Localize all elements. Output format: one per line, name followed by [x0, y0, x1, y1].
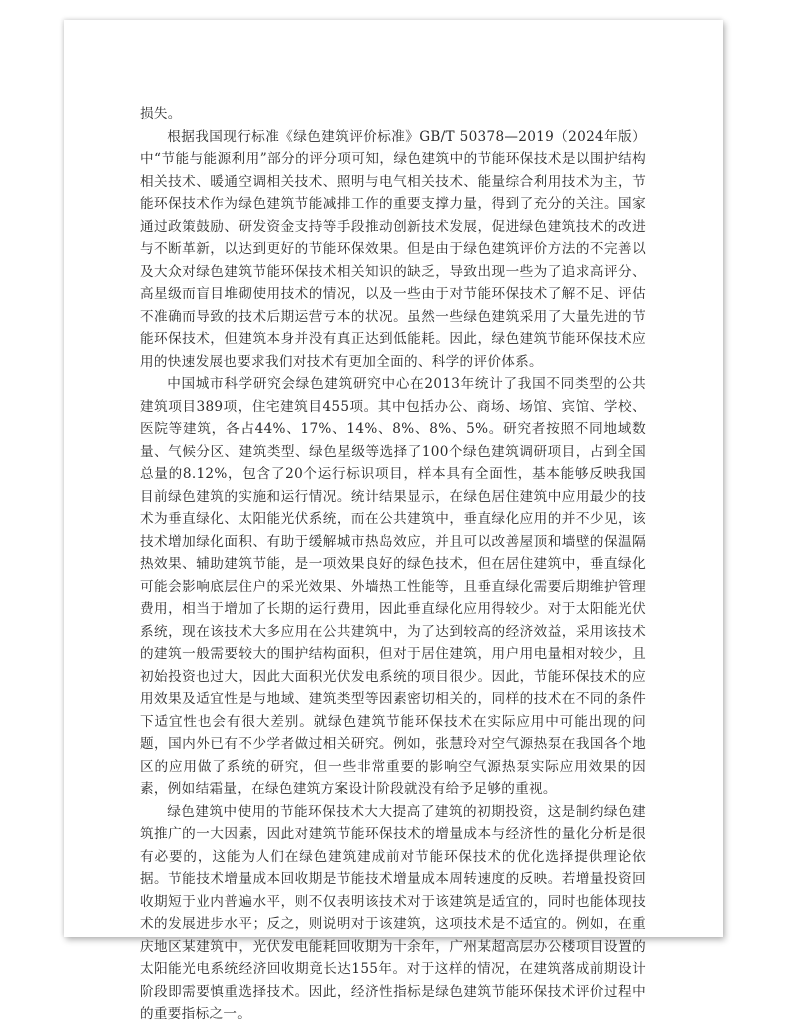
paragraph-economic-analysis: 绿色建筑中使用的节能环保技术大大提高了建筑的初期投资，这是制约绿色建筑推广的一大因素，因此对建筑节能环保技术的增量成本与经济性的量化分析是很有必要的，这能为人们在绿色建筑建成前对节能环保技术的优化选择提供理论依据。节能技术增量成本回收期是节能技术增量成本周转速度的反映。若增量投资回收期短于业内普遍水平，则不仅表明该技术对于该建筑是适宜的，同时也能体现技术的发展进步水平；反之，则说明对于该建筑，这项技术是不适宜的。例如，在重庆地区某建筑中，光伏发电能耗回收期为十余年，广州某超高层办公楼项目设置的太阳能光电系统经济回收期竟长达155年。对于这样的情况，在建筑落成前期设计阶段即需要慎重选择技术。因此，经济性指标是绿色建筑节能环保技术评价过程中的重要指标之一。	[140, 803, 646, 1022]
document-page	[64, 20, 723, 1022]
paragraph-standard-evaluation: 根据我国现行标准《绿色建筑评价标准》GB/T 50378—2019（2024年版）中“节能与能源利用”部分的评分项可知，绿色建筑中的节能环保技术是以围护结构相关技术、暖通空调相关技术、照明与电气相关技术、能量综合利用技术为主，节能环保技术作为绿色建筑节能减排工作的重要支撑力量，得到了充分的关注。国家通过政策鼓励、研发资金支持等手段推动创新技术发展，促进绿色建筑技术的改进与不断革新，以达到更好的节能环保效果。但是由于绿色建筑评价方法的不完善以及大众对绿色建筑节能环保技术相关知识的缺乏，导致出现一些为了追求高评分、高星级而盲目堆砌使用技术的情况，以及一些由于对节能环保技术了解不足、评估不准确而导致的技术后期运营亏本的状况。虽然一些绿色建筑采用了大量先进的节能环保技术，但建筑本身并没有真正达到低能耗。因此，绿色建筑节能环保技术应用的快速发展也要求我们对技术有更加全面的、科学的评价体系。	[140, 128, 646, 370]
paragraph-survey-statistics: 中国城市科学研究会绿色建筑研究中心在2013年统计了我国不同类型的公共建筑项目389项，住宅建筑目455项。其中包括办公、商场、场馆、宾馆、学校、医院等建筑，各占44%、17%、14%、8%、8%、5%。研究者按照不同地域数量、气候分区、建筑类型、绿色星级等选择了100个绿色建筑调研项目，占到全国总量的8.12%，包含了20个运行标识项目，样本具有全面性，基本能够反映我国目前绿色建筑的实施和运行情况。统计结果显示，在绿色居住建筑中应用最少的技术为垂直绿化、太阳能光伏系统，而在公共建筑中，垂直绿化应用的并不少见，该技术增加绿化面积、有助于缓解城市热岛效应，并且可以改善屋顶和墙壁的保温隔热效果、辅助建筑节能，是一项效果良好的绿色技术，但在居住建筑中，垂直绿化可能会影响底层住户的采光效果、外墙热工性能等，且垂直绿化需要后期维护管理费用，相当于增加了长期的运行费用，因此垂直绿化应用得较少。对于太阳能光伏系统，现在该技术大多应用在公共建筑中，为了达到较高的经济效益，采用该技术的建筑一般需要较大的围护结构面积，但对于居住建筑，用户用电量相对较少，且初始投资也过大，因此大面积光伏发电系统的项目很少。因此，节能环保技术的应用效果及适宜性是与地域、建筑类型等因素密切相关的，同样的技术在不同的条件下适宜性也会有很大差别。就绿色建筑节能环保技术在实际应用中可能出现的问题，国内外已有不少学者做过相关研究。例如，张慧玲对空气源热泵在我国各个地区的应用做了系统的研究，但一些非常重要的影响空气源热泵实际应用效果的因素，例如结霜量，在绿色建筑方案设计阶段就没有给予足够的重视。	[140, 376, 646, 797]
body-text	[140, 103, 646, 1026]
paragraph-continuation: 损失。	[140, 106, 182, 122]
